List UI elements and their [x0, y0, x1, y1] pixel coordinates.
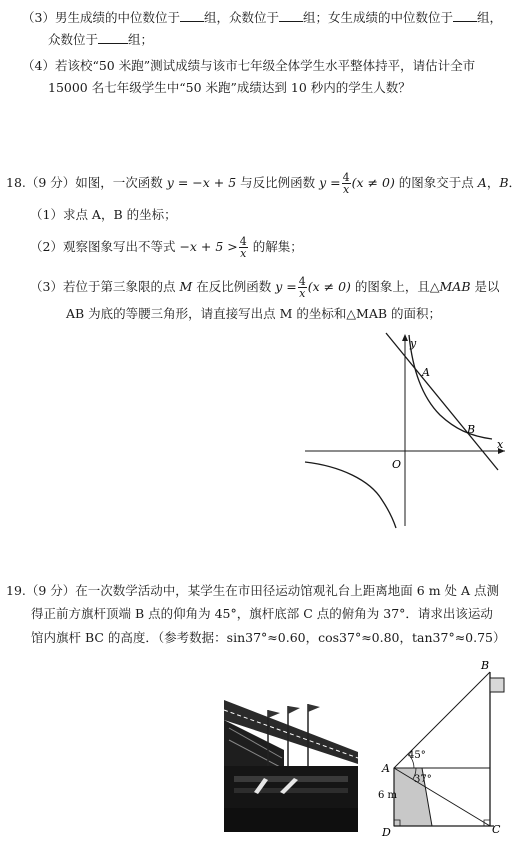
q18-heading — [6, 172, 521, 195]
q18-s3-text-c: 的图象上，且△ — [350, 279, 440, 294]
frac-denominator: x — [240, 247, 247, 260]
label-angle-37: 37° — [414, 774, 432, 785]
q18-s3-fraction — [298, 276, 307, 299]
q17-p3-text-d: 组， — [477, 10, 503, 25]
label-b: B — [481, 659, 490, 672]
q19-line3: 馆内旗杆 BC 的高度．（参考数据：sin37°≈0.60，cos37°≈0.80，tan37°≈0.75） — [31, 630, 506, 645]
q18-fraction — [342, 172, 351, 195]
origin-label: O — [392, 458, 402, 471]
q19-line1: 19.（9 分）在一次数学活动中，某学生在市田径运动馆观礼台上距离地面 6 m 处 A 点测 — [6, 583, 500, 598]
q17-part4-line1: （4）若该校“50 米跑”测试成绩与该市七年级全体学生水平整体持平，请估计全市 — [22, 58, 476, 73]
q18-function-graph — [300, 330, 515, 530]
q18-point-b: B — [499, 175, 509, 190]
label-c: C — [492, 823, 501, 836]
stadium-photo — [224, 680, 358, 832]
q18-head-text-b: 与反比例函数 — [236, 175, 320, 190]
q18-linear-function: y = −x + 5 — [166, 175, 237, 190]
linear-function-line — [386, 333, 498, 470]
label-angle-45: 45° — [408, 750, 426, 761]
q18-separator: ， — [486, 175, 500, 190]
q18-s3-text-a: （3）若位于第三象限的点 — [30, 279, 180, 294]
y-axis-arrow — [402, 334, 408, 341]
q19-line2: 得正前方旗杆顶端 B 点的仰角为 45°，旗杆底部 C 点的俯角为 37°．请求出该运动 — [31, 606, 493, 621]
frac-denominator: x — [299, 287, 306, 300]
answer-blank — [279, 11, 303, 22]
q18-s3-text-d: 是以 — [470, 279, 500, 294]
point-b-label: B — [467, 423, 476, 436]
q18-head-text-a: 18.（9 分）如图，一次函数 — [6, 175, 167, 190]
frac-numerator: 4 — [239, 235, 247, 248]
q17-part3-line2 — [48, 32, 153, 48]
x-axis-label: x — [497, 438, 504, 451]
q18-inverse-y: y = — [275, 279, 297, 294]
hyperbola-branch-q1 — [409, 335, 492, 439]
label-d: D — [382, 826, 391, 839]
q18-s2-text-b: 的解集； — [248, 239, 303, 254]
q18-point-m: M — [179, 279, 193, 294]
q17-p3-text-f: 组； — [128, 32, 154, 47]
q17-p3-text-e: 众数位于 — [48, 32, 99, 47]
q18-point-a: A — [477, 175, 487, 190]
frac-numerator: 4 — [342, 171, 350, 184]
q17-p3-text-a: （3）男生成绩的中位数位于 — [22, 10, 180, 25]
flag-shape — [490, 678, 504, 692]
point-a-label: A — [422, 366, 430, 379]
q17-p3-text-b: 组，众数位于 — [203, 10, 279, 25]
q17-part4-line2: 15000 名七年级学生中“50 米跑”成绩达到 10 秒内的学生人数？ — [48, 80, 411, 95]
y-axis-label: y — [410, 337, 417, 350]
q17-part3-line1 — [22, 10, 502, 26]
q18-head-text-c: 的图象交于点 — [394, 175, 478, 190]
frac-numerator: 4 — [298, 275, 306, 288]
q18-sub3-line2: AB 为底的等腰三角形，请直接写出点 M 的坐标和△MAB 的面积； — [66, 306, 442, 321]
q17-p3-text-c: 组；女生成绩的中位数位于 — [302, 10, 453, 25]
q18-s3-text-b: 在反比例函数 — [192, 279, 276, 294]
q18-triangle-mab: MAB — [439, 279, 471, 294]
hyperbola-branch-q3 — [305, 462, 396, 528]
q18-inverse-y: y = — [319, 175, 341, 190]
q18-condition: (x ≠ 0) — [351, 175, 395, 190]
q18-sub3-line1 — [30, 276, 500, 299]
q18-s2-fraction — [239, 236, 248, 259]
answer-blank — [453, 11, 477, 22]
frac-denominator: x — [343, 183, 350, 196]
q18-sub2 — [30, 236, 303, 259]
q18-period: ． — [508, 175, 522, 190]
label-height-6m: 6 m — [378, 790, 398, 801]
label-a: A — [382, 762, 390, 775]
answer-blank — [98, 33, 128, 44]
q18-inequality: −x + 5 > — [179, 239, 238, 254]
flagpole-geometry-diagram — [378, 658, 518, 838]
answer-blank — [180, 11, 204, 22]
q18-s2-text-a: （2）观察图象写出不等式 — [30, 239, 180, 254]
q18-condition: (x ≠ 0) — [307, 279, 351, 294]
q18-sub1: （1）求点 A，B 的坐标； — [30, 207, 177, 222]
